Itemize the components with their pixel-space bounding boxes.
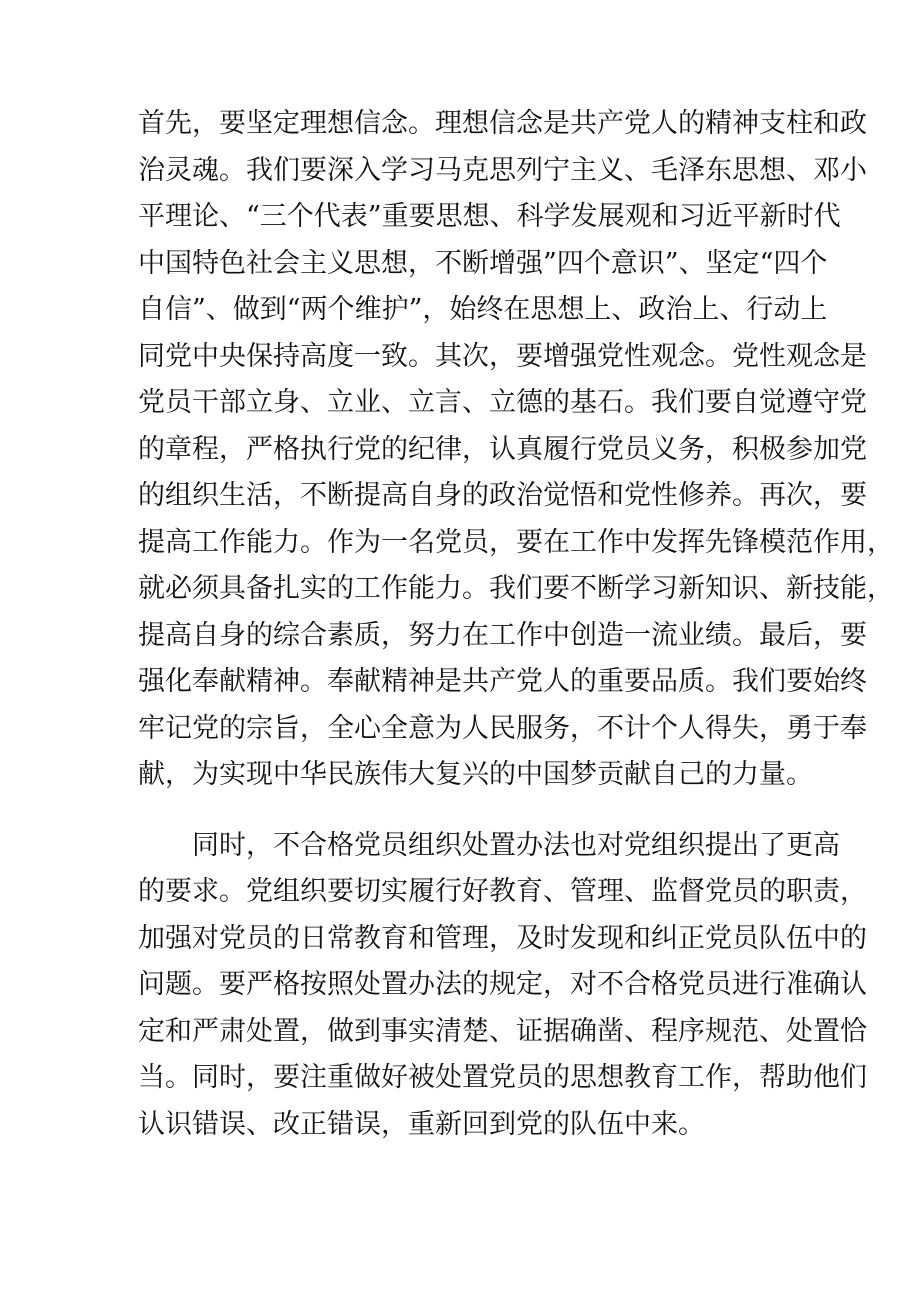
paragraph-line: 自信”、做到“两个维护”，始终在思想上、政治上、行动上 bbox=[138, 294, 828, 325]
paragraph-line: 的要求。党组织要切实履行好教育、管理、监督党员的职责， bbox=[138, 876, 867, 907]
paragraph-line: 问题。要严格按照处置办法的规定，对不合格党员进行准确认 bbox=[138, 969, 867, 1000]
paragraph-line: 加强对党员的日常教育和管理，及时发现和纠正党员队伍中的 bbox=[138, 922, 867, 954]
paragraph-line: 提高工作能力。作为一名党员，要在工作中发挥先锋模范作用， bbox=[138, 526, 894, 558]
paragraph-line: 治灵魂。我们要深入学习马克思列宁主义、毛泽东思想、邓小 bbox=[138, 154, 867, 186]
paragraph-line: 献，为实现中华民族伟大复兴的中国梦贡献自己的力量。 bbox=[138, 759, 813, 790]
paragraph-line: 强化奉献精神。奉献精神是共产党人的重要品质。我们要始终 bbox=[138, 666, 867, 697]
document-body bbox=[138, 101, 894, 1148]
paragraph-line: 就必须具备扎实的工作能力。我们要不断学习新知识、新技能， bbox=[138, 573, 894, 604]
paragraph-line: 平理论、“三个代表”重要思想、科学发展观和习近平新时代 bbox=[138, 201, 841, 232]
paragraph-line: 首先，要坚定理想信念。理想信念是共产党人的精神支柱和政 bbox=[138, 108, 867, 139]
paragraph-2 bbox=[138, 823, 867, 1149]
paragraph-1 bbox=[138, 101, 894, 799]
paragraph-line: 定和严肃处置，做到事实清楚、证据确凿、程序规范、处置恰 bbox=[138, 1015, 867, 1047]
paragraph-spacing bbox=[138, 799, 798, 823]
paragraph-line: 牢记党的宗旨，全心全意为人民服务，不计个人得失，勇于奉 bbox=[138, 712, 867, 744]
paragraph-line: 同时，不合格党员组织处置办法也对党组织提出了更高 bbox=[192, 829, 840, 861]
paragraph-line: 中国特色社会主义思想，不断增强”四个意识”、坚定“四个 bbox=[138, 247, 828, 279]
paragraph-line: 的章程，严格执行党的纪律，认真履行党员义务，积极参加党 bbox=[138, 433, 867, 465]
paragraph-line: 当。同时，要注重做好被处置党员的思想教育工作，帮助他们 bbox=[138, 1062, 867, 1093]
paragraph-line: 党员干部立身、立业、立言、立德的基石。我们要自觉遵守党 bbox=[138, 387, 867, 418]
paragraph-line: 同党中央保持高度一致。其次，要增强党性观念。党性观念是 bbox=[138, 340, 867, 372]
paragraph-line: 认识错误、改正错误，重新回到党的队伍中来。 bbox=[138, 1108, 705, 1140]
paragraph-line: 的组织生活，不断提高自身的政治觉悟和党性修养。再次，要 bbox=[138, 480, 867, 511]
paragraph-line: 提高自身的综合素质，努力在工作中创造一流业绩。最后，要 bbox=[138, 619, 867, 651]
